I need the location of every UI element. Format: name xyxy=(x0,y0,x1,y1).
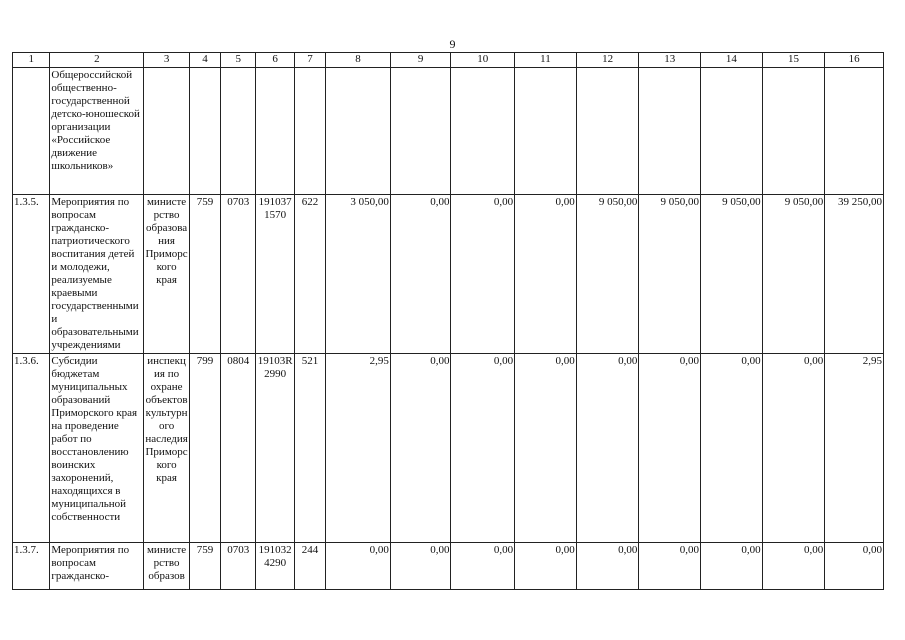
row-section-code: 0703 xyxy=(221,195,256,354)
row-value xyxy=(390,68,451,195)
table-row xyxy=(13,195,884,354)
table-row xyxy=(13,68,884,195)
row-value: 0,00 xyxy=(701,354,763,543)
header-cell: 10 xyxy=(451,53,515,68)
row-number xyxy=(13,68,50,195)
row-executor: инспекция по охране объектов культурного наследия Приморского края xyxy=(144,354,189,543)
row-value: 0,00 xyxy=(639,354,701,543)
row-value: 0,00 xyxy=(515,354,577,543)
row-value: 0,00 xyxy=(576,354,639,543)
row-description: Субсидии бюджетам муниципальных образований Приморского края на проведение работ по восстановлению воинских захоронений, находящихся в муниципальной собственности xyxy=(50,354,144,543)
row-value: 2,95 xyxy=(326,354,391,543)
row-value: 0,00 xyxy=(576,543,639,590)
row-number: 1.3.7. xyxy=(13,543,50,590)
header-cell: 2 xyxy=(50,53,144,68)
row-target-code: 1910324290 xyxy=(256,543,294,590)
header-cell: 14 xyxy=(701,53,763,68)
row-value: 9 050,00 xyxy=(639,195,701,354)
row-value: 0,00 xyxy=(762,543,825,590)
row-description: Мероприятия по вопросам гражданско- xyxy=(50,543,144,590)
row-executor: министерство образования Приморского края xyxy=(144,195,189,354)
page-number: 9 xyxy=(449,37,456,51)
row-value: 0,00 xyxy=(326,543,391,590)
row-value: 0,00 xyxy=(515,543,577,590)
budget-table xyxy=(12,52,884,590)
header-cell: 8 xyxy=(326,53,391,68)
row-target-code: 1910371570 xyxy=(256,195,294,354)
row-expense-type: 521 xyxy=(294,354,325,543)
header-cell: 11 xyxy=(515,53,577,68)
row-value xyxy=(639,68,701,195)
header-cell: 5 xyxy=(221,53,256,68)
row-target-code: 19103R2990 xyxy=(256,354,294,543)
row-ministry-code: 799 xyxy=(189,354,220,543)
row-section-code: 0804 xyxy=(221,354,256,543)
row-value xyxy=(515,68,577,195)
row-ministry-code xyxy=(189,68,220,195)
row-value: 0,00 xyxy=(390,195,451,354)
row-target-code xyxy=(256,68,294,195)
header-row xyxy=(13,53,884,68)
row-value xyxy=(762,68,825,195)
row-value: 0,00 xyxy=(451,543,515,590)
header-cell: 16 xyxy=(825,53,884,68)
row-value: 0,00 xyxy=(515,195,577,354)
table-row xyxy=(13,543,884,590)
header-cell: 3 xyxy=(144,53,189,68)
row-value: 0,00 xyxy=(390,354,451,543)
header-cell: 1 xyxy=(13,53,50,68)
row-value: 9 050,00 xyxy=(576,195,639,354)
row-section-code: 0703 xyxy=(221,543,256,590)
row-value: 0,00 xyxy=(451,195,515,354)
header-cell: 4 xyxy=(189,53,220,68)
row-value: 9 050,00 xyxy=(701,195,763,354)
row-executor xyxy=(144,68,189,195)
row-total: 0,00 xyxy=(825,543,884,590)
row-description: Общероссийской общественно-государственной детско-юношеской организации «Российское движение школьников» xyxy=(50,68,144,195)
row-expense-type: 622 xyxy=(294,195,325,354)
header-cell: 12 xyxy=(576,53,639,68)
row-value xyxy=(576,68,639,195)
row-expense-type xyxy=(294,68,325,195)
row-total: 39 250,00 xyxy=(825,195,884,354)
row-ministry-code: 759 xyxy=(189,543,220,590)
row-value: 3 050,00 xyxy=(326,195,391,354)
row-value: 9 050,00 xyxy=(762,195,825,354)
row-number: 1.3.6. xyxy=(13,354,50,543)
header-cell: 15 xyxy=(762,53,825,68)
row-total xyxy=(825,68,884,195)
row-description: Мероприятия по вопросам гражданско-патриотического воспитания детей и молодежи, реализуемые краевыми государственными и образовательными учреждениями xyxy=(50,195,144,354)
row-value: 0,00 xyxy=(762,354,825,543)
row-executor: министерство образов xyxy=(144,543,189,590)
row-value: 0,00 xyxy=(701,543,763,590)
row-value xyxy=(326,68,391,195)
header-cell: 6 xyxy=(256,53,294,68)
row-value: 0,00 xyxy=(390,543,451,590)
row-value: 0,00 xyxy=(451,354,515,543)
row-value xyxy=(701,68,763,195)
header-cell: 9 xyxy=(390,53,451,68)
row-total: 2,95 xyxy=(825,354,884,543)
row-number: 1.3.5. xyxy=(13,195,50,354)
row-value: 0,00 xyxy=(639,543,701,590)
row-value xyxy=(451,68,515,195)
row-ministry-code: 759 xyxy=(189,195,220,354)
header-cell: 7 xyxy=(294,53,325,68)
row-expense-type: 244 xyxy=(294,543,325,590)
header-cell: 13 xyxy=(639,53,701,68)
table-row xyxy=(13,354,884,543)
row-section-code xyxy=(221,68,256,195)
